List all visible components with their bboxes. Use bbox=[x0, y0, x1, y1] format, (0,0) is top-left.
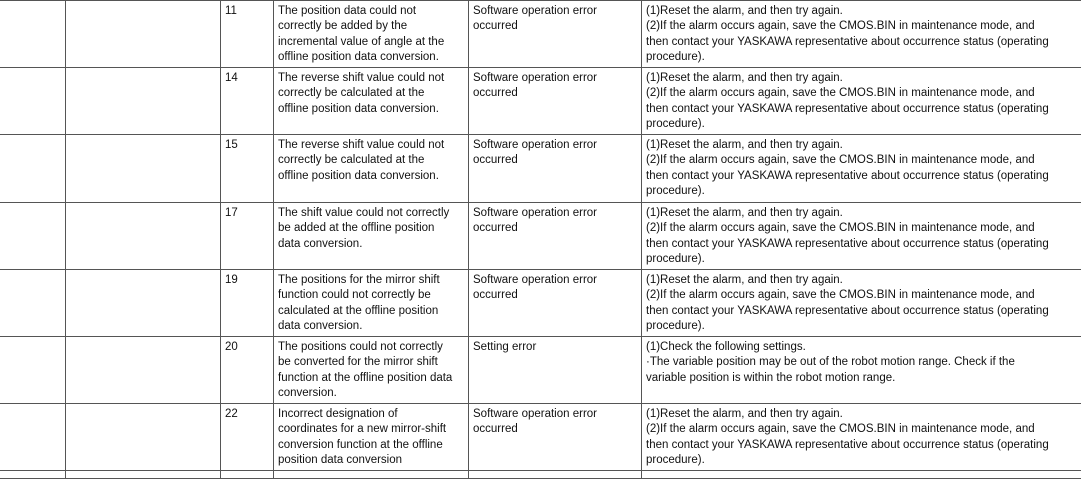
sub-code-cell bbox=[221, 270, 274, 337]
alarm-number-cell bbox=[0, 1, 66, 68]
empty-cell bbox=[0, 471, 66, 479]
empty-cell bbox=[642, 471, 1081, 479]
sub-code-cell-text: 20 bbox=[225, 340, 270, 355]
table-row bbox=[0, 471, 1081, 479]
description-cell-text: The reverse shift value could not correctly be calculated at the offline position data conversion. bbox=[278, 138, 465, 184]
description-cell-text: The positions for the mirror shift function could not correctly be calculated at the offline position data conversion. bbox=[278, 273, 465, 335]
sub-code-cell bbox=[221, 203, 274, 270]
alarm-number-cell bbox=[0, 270, 66, 337]
alarm-name-cell bbox=[66, 135, 221, 203]
remedy-cell-text: (1)Reset the alarm, and then try again. (2)If the alarm occurs again, save the CMOS.BIN in maintenance mode, and then contact your YASKAWA representative about occurrence status (operating procedure). bbox=[646, 4, 1078, 66]
cause-cell bbox=[469, 337, 642, 404]
description-cell-text: The position data could not correctly be added by the incremental value of angle at the offline position data conversion. bbox=[278, 4, 465, 66]
remedy-cell-text: (1)Reset the alarm, and then try again. (2)If the alarm occurs again, save the CMOS.BIN in maintenance mode, and then contact your YASKAWA representative about occurrence status (operating procedure). bbox=[646, 71, 1078, 133]
empty-cell bbox=[274, 471, 469, 479]
alarm-number-cell bbox=[0, 135, 66, 203]
remedy-cell bbox=[642, 203, 1081, 270]
cause-cell bbox=[469, 68, 642, 135]
remedy-cell bbox=[642, 404, 1081, 471]
remedy-cell-text: (1)Reset the alarm, and then try again. (2)If the alarm occurs again, save the CMOS.BIN in maintenance mode, and then contact your YASKAWA representative about occurrence status (operating procedure). bbox=[646, 138, 1078, 200]
alarm-number-cell bbox=[0, 404, 66, 471]
sub-code-cell-text: 15 bbox=[225, 138, 270, 153]
description-cell bbox=[274, 203, 469, 270]
alarm-name-cell bbox=[66, 203, 221, 270]
description-cell-text: Incorrect designation of coordinates for a new mirror-shift conversion function at the offline position data conversion bbox=[278, 407, 465, 469]
description-cell bbox=[274, 404, 469, 471]
sub-code-cell bbox=[221, 135, 274, 203]
remedy-cell-text: (1)Check the following settings. ·The variable position may be out of the robot motion range. Check if the variable position is within the robot motion range. bbox=[646, 340, 1078, 386]
description-cell bbox=[274, 1, 469, 68]
table-row bbox=[0, 68, 1081, 135]
alarm-name-cell bbox=[66, 404, 221, 471]
sub-code-cell-text: 22 bbox=[225, 407, 270, 422]
remedy-cell bbox=[642, 337, 1081, 404]
alarm-name-cell bbox=[66, 270, 221, 337]
table-row bbox=[0, 404, 1081, 471]
remedy-cell bbox=[642, 135, 1081, 203]
remedy-cell-text: (1)Reset the alarm, and then try again. (2)If the alarm occurs again, save the CMOS.BIN in maintenance mode, and then contact your YASKAWA representative about occurrence status (operating procedure). bbox=[646, 273, 1078, 335]
sub-code-cell bbox=[221, 404, 274, 471]
sub-code-cell bbox=[221, 337, 274, 404]
sub-code-cell bbox=[221, 68, 274, 135]
empty-cell bbox=[221, 471, 274, 479]
alarm-name-cell bbox=[66, 1, 221, 68]
description-cell-text: The shift value could not correctly be added at the offline position data conversion. bbox=[278, 206, 465, 252]
description-cell bbox=[274, 68, 469, 135]
empty-cell bbox=[469, 471, 642, 479]
cause-cell-text: Software operation error occurred bbox=[473, 407, 638, 438]
table-row bbox=[0, 203, 1081, 270]
cause-cell-text: Software operation error occurred bbox=[473, 206, 638, 237]
cause-cell bbox=[469, 135, 642, 203]
sub-code-cell bbox=[221, 1, 274, 68]
sub-code-cell-text: 11 bbox=[225, 4, 270, 19]
remedy-cell bbox=[642, 270, 1081, 337]
table-row bbox=[0, 337, 1081, 404]
description-cell bbox=[274, 135, 469, 203]
sub-code-cell-text: 17 bbox=[225, 206, 270, 221]
cause-cell-text: Setting error bbox=[473, 340, 638, 355]
table-row bbox=[0, 1, 1081, 68]
cause-cell-text: Software operation error occurred bbox=[473, 138, 638, 169]
table-row bbox=[0, 135, 1081, 203]
remedy-cell bbox=[642, 1, 1081, 68]
alarm-name-cell bbox=[66, 337, 221, 404]
remedy-cell-text: (1)Reset the alarm, and then try again. (2)If the alarm occurs again, save the CMOS.BIN in maintenance mode, and then contact your YASKAWA representative about occurrence status (operating procedure). bbox=[646, 407, 1078, 469]
cause-cell bbox=[469, 203, 642, 270]
description-cell bbox=[274, 337, 469, 404]
alarm-number-cell bbox=[0, 68, 66, 135]
sub-code-cell-text: 19 bbox=[225, 273, 270, 288]
remedy-cell-text: (1)Reset the alarm, and then try again. (2)If the alarm occurs again, save the CMOS.BIN in maintenance mode, and then contact your YASKAWA representative about occurrence status (operating procedure). bbox=[646, 206, 1078, 268]
table-body bbox=[0, 1, 1081, 479]
cause-cell-text: Software operation error occurred bbox=[473, 273, 638, 304]
remedy-cell bbox=[642, 68, 1081, 135]
cause-cell bbox=[469, 404, 642, 471]
cause-cell bbox=[469, 1, 642, 68]
empty-cell bbox=[66, 471, 221, 479]
description-cell-text: The reverse shift value could not correctly be calculated at the offline position data conversion. bbox=[278, 71, 465, 117]
sub-code-cell-text: 14 bbox=[225, 71, 270, 86]
description-cell-text: The positions could not correctly be converted for the mirror shift function at the offline position data conversion. bbox=[278, 340, 465, 402]
alarm-name-cell bbox=[66, 68, 221, 135]
cause-cell bbox=[469, 270, 642, 337]
alarm-number-cell bbox=[0, 203, 66, 270]
alarm-number-cell bbox=[0, 337, 66, 404]
table-row bbox=[0, 270, 1081, 337]
description-cell bbox=[274, 270, 469, 337]
cause-cell-text: Software operation error occurred bbox=[473, 71, 638, 102]
cause-cell-text: Software operation error occurred bbox=[473, 4, 638, 35]
